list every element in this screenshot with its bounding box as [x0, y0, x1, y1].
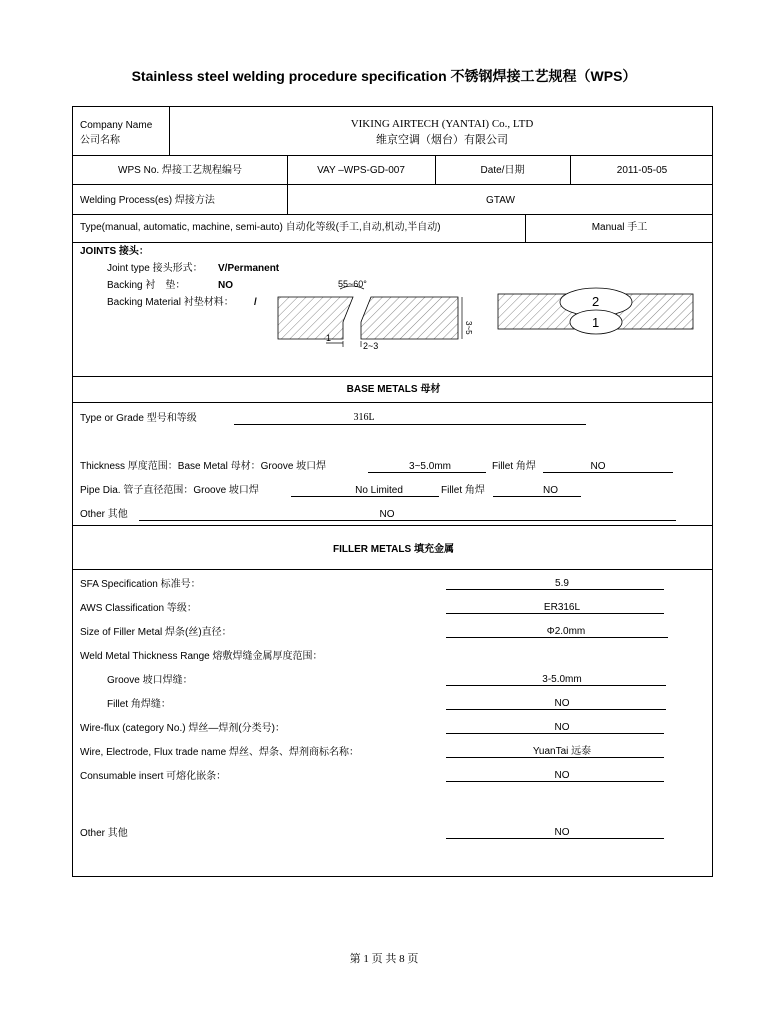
right-plate — [361, 297, 458, 339]
fillet-weld-value: NO — [554, 698, 570, 709]
consumable-insert-label: Consumable insert 可熔化嵌条： — [80, 771, 227, 782]
joints-heading: JOINTS 接头： — [80, 246, 149, 257]
other-filler-label: Other 其他 — [80, 828, 128, 839]
type-value: Manual 手工 — [591, 222, 648, 233]
document-title: Stainless steel welding procedure specification 不锈钢焊接工艺规程（WPS） — [131, 68, 637, 84]
type-label: Type(manual, automatic, machine, semi-auto) 自动化等级(手工,自动,机动,半自动) — [80, 222, 441, 233]
underline — [234, 424, 586, 425]
company-label-en: Company Name — [80, 120, 153, 131]
company-name-cn: 维京空调（烟台）有限公司 — [376, 134, 508, 146]
trade-name-label: Wire, Electrode, Flux trade name 焊丝、焊条、焊剂商标名称： — [80, 747, 359, 758]
pass-1-label: 1 — [592, 315, 600, 330]
thickness-label: Thickness 厚度范围：Base Metal 母材：Groove 坡口焊 — [80, 461, 327, 472]
divider — [73, 569, 712, 570]
company-label-cn: 公司名称 — [80, 135, 120, 146]
sfa-specification-label: SFA Specification 标准号： — [80, 579, 201, 590]
wire-flux-value: NO — [554, 722, 570, 733]
groove-weld-label: Groove 坡口焊缝： — [107, 675, 193, 686]
thickness-fillet-label: Fillet 角焊 — [492, 461, 536, 472]
aws-classification-label: AWS Classification 等级： — [80, 603, 197, 614]
root-face-dimension: 2~3 — [363, 341, 379, 351]
filler-metals-heading: FILLER METALS 填充金属 — [333, 544, 454, 555]
wire-flux-label: Wire-flux (category No.) 焊丝—焊剂(分类号)： — [80, 723, 286, 734]
joint-type-value: V/Permanent — [218, 263, 280, 274]
groove-weld-value: 3-5.0mm — [542, 674, 582, 685]
joint-type-label: Joint type 接头形式： — [107, 263, 203, 274]
type-grade-value: 316L — [353, 412, 375, 423]
pipe-dia-label: Pipe Dia. 管子直径范围：Groove 坡口焊 — [80, 485, 259, 496]
welding-process-value: GTAW — [486, 195, 515, 206]
sfa-specification-value: 5.9 — [555, 578, 569, 589]
date-label: Date/日期 — [480, 165, 525, 176]
pass-2-label: 2 — [592, 294, 600, 309]
backing-value: NO — [218, 280, 233, 291]
weld-thickness-range-label: Weld Metal Thickness Range 熔敷焊缝金属厚度范围： — [80, 651, 323, 662]
filler-size-value: Φ2.0mm — [546, 626, 586, 637]
thickness-dimension: 3~5 — [464, 321, 473, 335]
consumable-insert-value: NO — [554, 770, 570, 781]
other-base-label: Other 其他 — [80, 509, 128, 520]
left-plate — [278, 297, 353, 339]
wps-number-label: WPS No. 焊接工艺规程编号 — [118, 165, 242, 176]
aws-classification-value: ER316L — [543, 602, 581, 613]
divider — [73, 155, 712, 156]
divider — [73, 376, 712, 377]
page-footer: 第 1 页 共 8 页 — [349, 953, 419, 965]
wps-form — [72, 106, 713, 877]
backing-label: Backing 衬 垫： — [107, 280, 186, 291]
divider — [169, 107, 170, 155]
type-grade-label: Type or Grade 型号和等级 — [80, 413, 197, 424]
wps-number-value: VAY –WPS-GD-007 — [317, 165, 405, 176]
filler-size-label: Size of Filler Metal 焊条(丝)直径： — [80, 627, 232, 638]
divider — [73, 214, 712, 215]
welding-process-label: Welding Process(es) 焊接方法 — [80, 195, 215, 206]
pipe-fillet-value: NO — [543, 485, 558, 496]
root-gap-dimension: 1 — [326, 333, 332, 343]
pipe-fillet-label: Fillet 角焊 — [441, 485, 485, 496]
other-base-value: NO — [379, 509, 395, 520]
groove-joint-diagram — [268, 267, 478, 352]
divider — [73, 184, 712, 185]
backing-material-label: Backing Material 衬垫材料： — [107, 297, 234, 308]
base-metals-heading: BASE METALS 母材 — [346, 384, 441, 395]
fillet-weld-label: Fillet 角焊缝： — [107, 699, 171, 710]
divider — [73, 525, 712, 526]
trade-name-value: YuanTai 远泰 — [532, 746, 592, 757]
date-value: 2011-05-05 — [616, 165, 668, 176]
angle-dimension: 55~60° — [338, 279, 367, 289]
thickness-fillet-value: NO — [590, 461, 606, 472]
other-filler-value: NO — [554, 827, 570, 838]
divider — [73, 402, 712, 403]
weld-passes-diagram — [493, 272, 698, 342]
thickness-groove-value: 3~5.0mm — [409, 461, 451, 472]
divider — [73, 242, 712, 243]
backing-material-value: / — [254, 297, 257, 308]
pipe-groove-value: No Limited — [355, 485, 403, 496]
company-name-en: VIKING AIRTECH (YANTAI) Co., LTD — [350, 118, 534, 130]
